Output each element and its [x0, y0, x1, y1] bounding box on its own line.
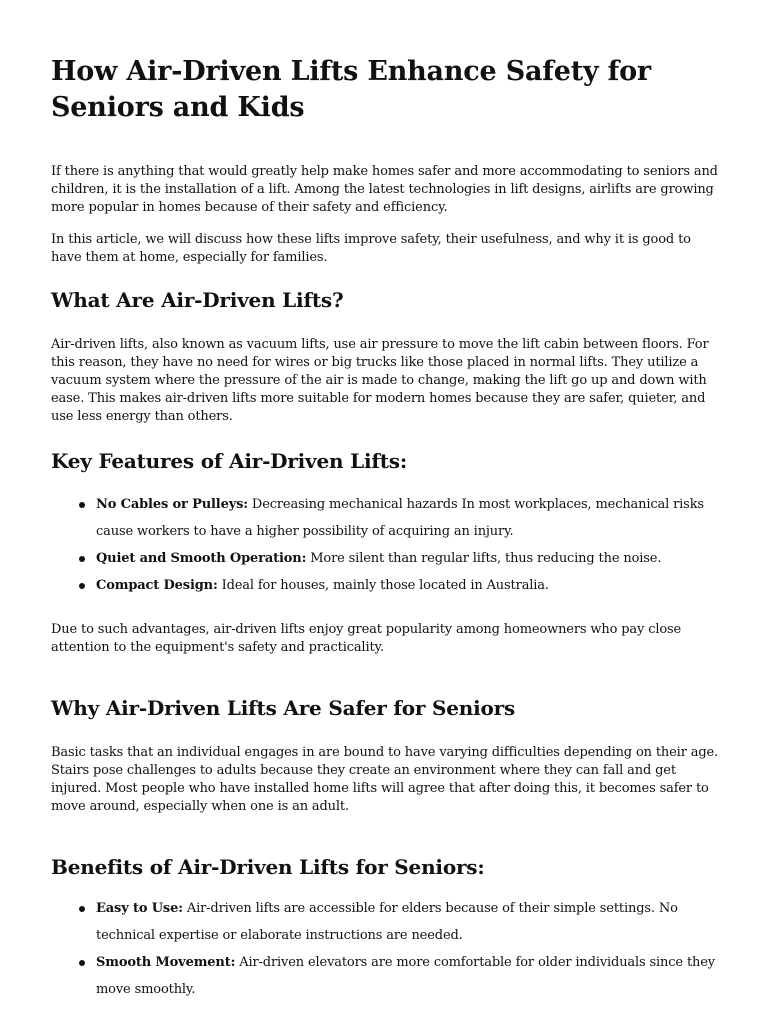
list-item-text: Decreasing mechanical hazards In most workplaces, mechanical risks cause workers to have a higher possibility of acquiring an injury. — [96, 497, 704, 539]
list-item — [96, 895, 719, 949]
section-paragraph-why-seniors: Basic tasks that an individual engages in are bound to have varying difficulties depending on their age. Stairs pose challenges to adults because they create an environment where they can fall and get injured. Most people who have installed home lifts will agree that after doing this, it becomes safer to move around, especially when one is an adult. — [51, 745, 719, 814]
list-item-text: More silent than regular lifts, thus reducing the noise. — [306, 551, 662, 566]
section-paragraph-what: Air-driven lifts, also known as vacuum lifts, use air pressure to move the lift cabin between floors. For this reason, they have no need for wires or big trucks like those placed in normal lifts. They utilize a vacuum system where the pressure of the air is made to change, making the lift go up and down with ease. This makes air-driven lifts more suitable for modern homes because they are safer, quieter, and use less energy than others. — [51, 337, 709, 424]
list-item-label: Quiet and Smooth Operation: — [96, 551, 307, 566]
section-heading-key-features: Key Features of Air-Driven Lifts: — [51, 449, 408, 473]
intro-paragraph: If there is anything that would greatly help make homes safer and more accommodating to seniors and children, it is the installation of a lift. Among the latest technologies in lift designs, airlifts are growing more popular in homes because of their safety and efficiency. — [51, 164, 718, 215]
bullet-icon — [79, 960, 85, 966]
list-item-label: Compact Design: — [96, 578, 218, 593]
article-page — [51, 0, 719, 1003]
list-item — [96, 491, 719, 545]
bullet-icon — [79, 906, 85, 912]
list-item-text: Ideal for houses, mainly those located in Australia. — [217, 578, 549, 593]
list-item-label: Easy to Use: — [96, 901, 183, 916]
bullet-icon — [79, 556, 85, 562]
bullet-icon — [79, 502, 85, 508]
key-features-list — [51, 491, 719, 599]
article-title: How Air-Driven Lifts Enhance Safety for Seniors and Kids — [51, 56, 651, 123]
list-item-label: Smooth Movement: — [96, 955, 236, 970]
list-item-text: Air-driven lifts are accessible for elders because of their simple settings. No technical expertise or elaborate instructions are needed. — [96, 901, 678, 943]
list-item — [96, 545, 719, 572]
list-item — [96, 572, 719, 599]
key-features-conclusion: Due to such advantages, air-driven lifts enjoy great popularity among homeowners who pay close attention to the equipment's safety and practicality. — [51, 622, 682, 655]
intro-paragraph: In this article, we will discuss how these lifts improve safety, their usefulness, and why it is good to have them at home, especially for families. — [51, 232, 691, 265]
section-heading-why-seniors: Why Air-Driven Lifts Are Safer for Seniors — [51, 696, 516, 720]
benefits-list — [51, 895, 719, 1003]
bullet-icon — [79, 583, 85, 589]
section-heading-what: What Are Air-Driven Lifts? — [51, 288, 344, 312]
section-heading-benefits: Benefits of Air-Driven Lifts for Seniors: — [51, 855, 485, 879]
list-item-text: Air-driven elevators are more comfortable for older individuals since they move smoothly. — [96, 955, 715, 997]
list-item — [96, 949, 719, 1003]
list-item-label: No Cables or Pulleys: — [96, 497, 248, 512]
